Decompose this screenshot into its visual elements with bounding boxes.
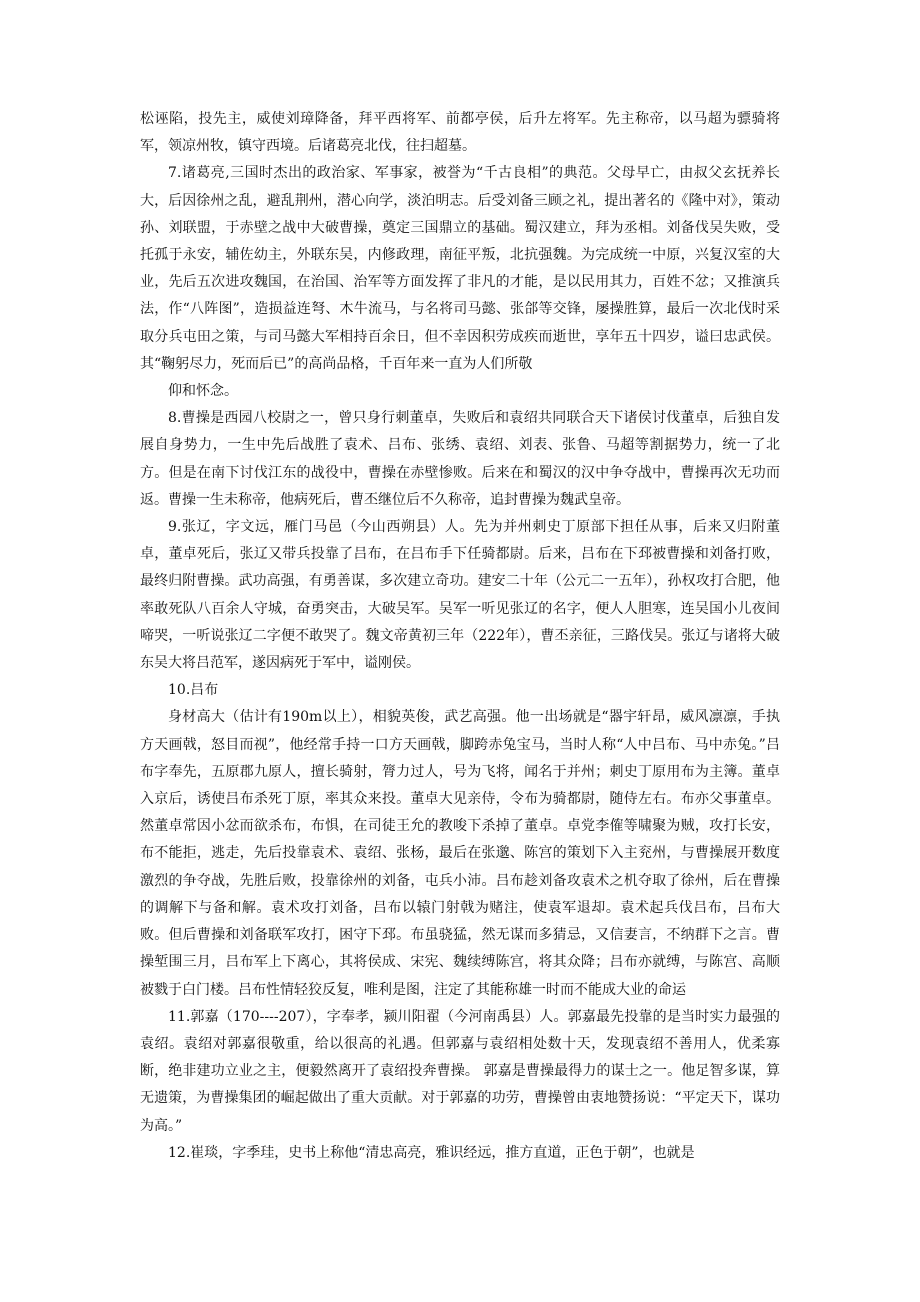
paragraph: 松诬陷，投先主，威使刘璋降备，拜平西将军、前都亭侯，后升左将军。先主称帝，以马超为骠骑将军，领凉州牧，镇守西境。后诸葛亮北伐，往扫超墓。 <box>140 111 780 155</box>
paragraph: 仰和怀念。 <box>168 383 238 400</box>
section-heading: 10.吕布 <box>168 682 219 699</box>
paragraph: 8.曹操是西园八校尉之一，曾只身行刺董卓，失败后和袁绍共同联合天下诸侯讨伐董卓，后独自发展自身势力，一生中先后战胜了袁术、吕布、张绣、袁绍、刘表、张鲁、马超等割据势力，统一了北方。但是在南下讨伐江东的战役中，曹操在赤壁惨败。后来在和蜀汉的汉中争夺战中，曹操再次无功而返。曹操一生未称帝，他病死后，曹丕继位后不久称帝，追封曹操为魏武皇帝。 <box>140 410 780 508</box>
paragraph: 身材高大（估计有190m以上），相貌英俊，武艺高强。他一出场就是“器宇轩昂，威风凛凛，手执方天画戟，怒目而视”，他经常手持一口方天画戟，脚跨赤兔宝马，当时人称“人中吕布、马中赤兔。”吕布字奉先，五原郡九原人，擅长骑射，膂力过人，号为飞将，闻名于并州；刺史丁原用布为主簿。董卓入京后，诱使吕布杀死丁原，率其众来投。董卓大见亲侍，令布为骑都尉，随侍左右。布亦父事董卓。然董卓常因小忿而欲杀布，布惧，在司徒王允的教唆下杀掉了董卓。卓党李傕等啸聚为贼，攻打长安，布不能拒，逃走，先后投靠袁术、袁绍、张杨，最后在张邈、陈宫的策划下入主兖州，与曹操展开数度激烈的争夺战，先胜后败，投靠徐州的刘备，屯兵小沛。吕布趁刘备攻袁术之机夺取了徐州，后在曹操的调解下与备和解。袁术攻打刘备，吕布以辕门射戟为赌注，使袁军退却。袁术起兵伐吕布，吕布大败。但后曹操和刘备联军攻打，困守下邳。布虽骁猛，然无谋而多猜忌，又信妻言，不纳群下之言。曹操堑围三月，吕布军上下离心，其将侯成、宋宪、魏续缚陈宫，将其众降；吕布亦就缚，与陈宫、高顺被戮于白门楼。吕布性情轻狡反复，唯利是图，注定了其能称雄一时而不能成大业的命运 <box>140 709 780 998</box>
paragraph: 12.崔琰，字季珪，史书上称他“清忠高亮，雅识经远，推方直道，正色于朝”，也就是 <box>168 1144 695 1161</box>
document-page <box>140 106 780 1167</box>
paragraph: 9.张辽，字文远，雁门马邑（今山西朔县）人。先为并州刺史丁原部下担任从事，后来又归附董卓，董卓死后，张辽又带兵投靠了吕布，在吕布手下任骑都尉。后来，吕布在下邳被曹操和刘备打败，最终归附曹操。武功高强，有勇善谋，多次建立奇功。建安二十年（公元二一五年），孙权攻打合肥，他率敢死队八百余人守城，奋勇突击，大破吴军。吴军一听见张辽的名字，便人人胆寒，连吴国小儿夜间啼哭，一听说张辽二字便不敢哭了。魏文帝黄初三年（222年），曹丕亲征，三路伐吴。张辽与诸将大破东吴大将吕范军，遂因病死于军中，谥刚侯。 <box>140 519 780 672</box>
paragraph: 11.郭嘉（170----207），字奉孝，颍川阳翟（今河南禹县）人。郭嘉最先投靠的是当时实力最强的袁绍。袁绍对郭嘉很敬重，给以很高的礼遇。但郭嘉与袁绍相处数十天，发现袁绍不善用人，优柔寡断，绝非建功立业之主，便毅然离开了袁绍投奔曹操。 郭嘉是曹操最得力的谋士之一。他足智多谋，算无遗策，为曹操集团的崛起做出了重大贡献。对于郭嘉的功劳，曹操曾由衷地赞扬说：“平定天下，谋功为高。” <box>140 1008 780 1134</box>
paragraph: 7.诸葛亮,三国时杰出的政治家、军事家，被誉为“千古良相”的典范。父母早亡，由叔父玄抚养长大，后因徐州之乱，避乱荆州，潜心向学，淡泊明志。后受刘备三顾之礼，提出著名的《隆中对》，策动孙、刘联盟，于赤壁之战中大破曹操，奠定三国鼎立的基础。蜀汉建立，拜为丞相。刘备伐吴失败，受托孤于永安，辅佐幼主，外联东吴，内修政理，南征平叛，北抗强魏。为完成统一中原，兴复汉室的大业，先后五次进攻魏国，在治国、治军等方面发挥了非凡的才能，是以民用其力，百姓不忿；又推演兵法，作“八阵图”，造损益连弩、木牛流马，与名将司马懿、张郃等交锋，屡操胜算，最后一次北伐时采取分兵屯田之策，与司马懿大军相持百余日，但不幸因积劳成疾而逝世，享年五十四岁，谥曰忠武侯。其“鞠躬尽力，死而后已”的高尚品格，千百年来一直为人们所敬 <box>140 165 780 372</box>
